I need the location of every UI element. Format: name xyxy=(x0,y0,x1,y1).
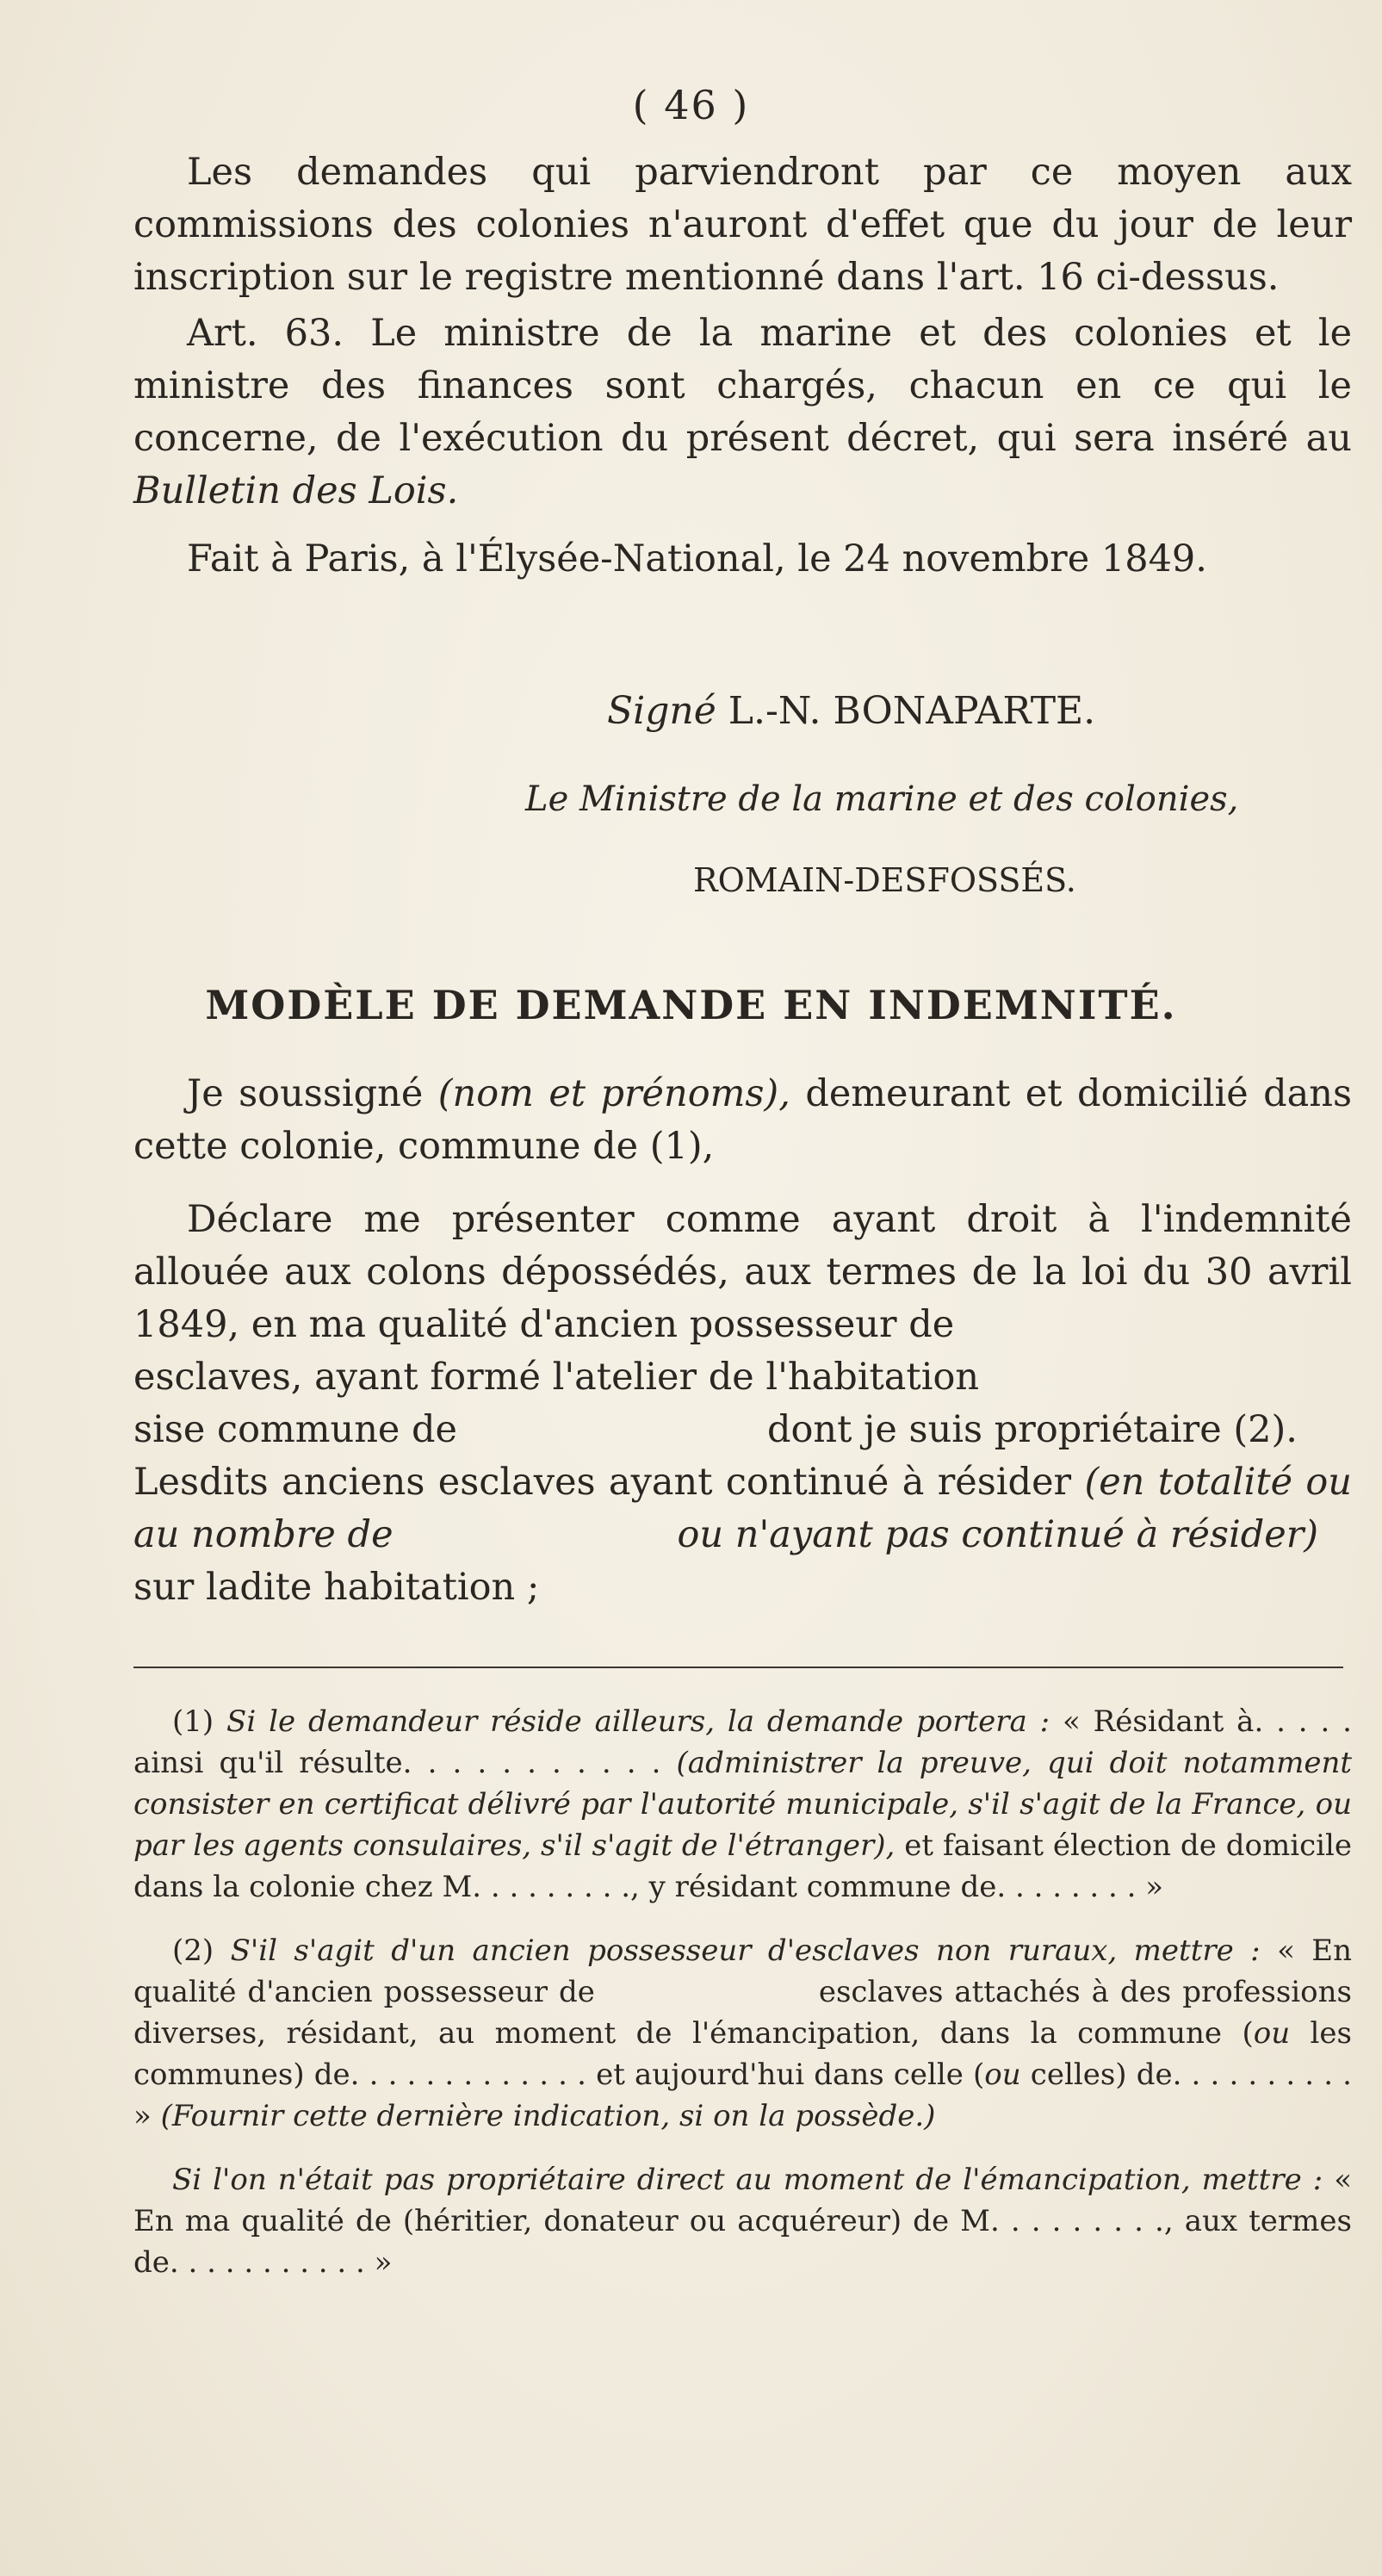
form-domicile: demeurant et domicilié dans cette colonie, commune de (1), xyxy=(133,1072,1353,1168)
footnote-2-professions: esclaves attachés à des professions diverses, résidant, au moment de l'émancipation, dans la commune ( xyxy=(133,1975,1352,2051)
footnote-3 xyxy=(133,2159,1352,2283)
footnote-2 xyxy=(133,1930,1352,2137)
form-sise xyxy=(133,1404,1352,1456)
form-soussigne-label: Je soussigné xyxy=(187,1072,424,1115)
form-nayant-pas: ou n'ayant pas continué à résider) xyxy=(677,1513,1319,1556)
minister-title-text: Le Ministre de la marine et des colonies, xyxy=(525,779,1239,819)
form-en-totalite: (en totalité xyxy=(1084,1461,1293,1504)
footnote-1-preuve: (administrer la preuve, qui doit notamment consister en certificat délivré par l'autorité municipale, s'il s'agit de la France, ou par les agents consulaires, s'il s'agit de l'étranger), xyxy=(133,1746,1352,1863)
footnote-2-celles: celles) de. . . . . . . . . . » xyxy=(133,2058,1352,2133)
footnote-2-ou-2: ou xyxy=(984,2058,1021,2092)
footnotes xyxy=(133,1701,1352,2283)
footnote-3-intro: Si l'on n'était pas propriétaire direct au moment de l'émancipation, mettre : xyxy=(172,2163,1323,2197)
footnote-3-qualite: « En ma qualité de (héritier, donateur ou acquéreur) de M. . . . . . . . ., aux termes de. . . . . . . . . . . » xyxy=(133,2163,1352,2280)
form-lesdits xyxy=(133,1456,1352,1561)
footnote-1-election: et faisant élection de domicile dans la colonie chez M. . . . . . . . ., y résidant commune de. . . . . . . . » xyxy=(133,1828,1353,1904)
footnote-rule xyxy=(133,1667,1343,1668)
signe-label: Signé xyxy=(607,689,716,733)
footnote-1-intro: Si le demandeur réside ailleurs, la demande portera : xyxy=(226,1704,1050,1739)
footnote-2-communes: les communes) de. . . . . . . . . . . . . et aujourd'hui dans celle ( xyxy=(133,2016,1352,2092)
form-habitation: sur ladite habitation ; xyxy=(133,1566,540,1609)
form-sise-label: sise commune de xyxy=(133,1408,457,1451)
fait-a-paris: Fait à Paris, à l'Élysée-National, le 24 novembre 1849. xyxy=(187,537,1207,580)
page-number: ( 46 ) xyxy=(632,82,750,128)
footnote-2-intro: S'il s'agit d'un ancien possesseur d'esclaves non ruraux, mettre : xyxy=(230,1934,1261,1968)
decree-body xyxy=(133,146,1352,586)
footnote-1-residant: « Résidant à. . . . . ainsi qu'il résulte. . . . . . . . . . . xyxy=(133,1704,1352,1780)
footnote-2-fournir: (Fournir cette dernière indication, si on la possède.) xyxy=(160,2099,936,2133)
minister-title xyxy=(525,779,1238,819)
demand-form xyxy=(133,1068,1352,1614)
form-au-nombre: ou au nombre de xyxy=(133,1461,1353,1556)
signature-line xyxy=(607,689,1095,733)
form-atelier: esclaves, ayant formé l'atelier de l'habitation xyxy=(133,1356,980,1399)
footnote-2-qualite: « En qualité d'ancien possesseur de xyxy=(133,1934,1353,2009)
form-lesdits-text: Lesdits anciens esclaves ayant continué à résider xyxy=(133,1461,1072,1504)
form-declare: Déclare me présenter comme ayant droit à l'indemnité allouée aux colons dépossédés, aux termes de la loi du 30 avril 1849, en ma qualité d'ancien possesseur de xyxy=(133,1198,1352,1346)
model-heading: MODÈLE DE DEMANDE EN INDEMNITÉ. xyxy=(205,982,1177,1028)
article-63-text: Le ministre de la marine et des colonies et le ministre des finances sont chargés, chacun en ce qui le concerne, de l'exécution du présent décret, qui sera inséré au xyxy=(133,312,1353,460)
minister-name: ROMAIN-DESFOSSÉS. xyxy=(693,861,1076,899)
footnote-1-marker: (1) xyxy=(172,1704,214,1739)
footnote-1 xyxy=(133,1701,1352,1908)
form-proprietaire: dont je suis propriétaire (2). xyxy=(767,1408,1298,1451)
footnote-2-marker: (2) xyxy=(172,1934,214,1968)
bulletin-des-lois: Bulletin des Lois. xyxy=(133,469,459,512)
article-63-label: Art. 63. xyxy=(187,312,344,355)
form-nom-prenoms: (nom et prénoms), xyxy=(437,1072,790,1115)
footnote-2-ou-1: ou xyxy=(1253,2016,1291,2051)
paragraph-demandes: Les demandes qui parviendront par ce moyen aux commissions des colonies n'auront d'effet que du jour de leur inscription sur le registre mentionné dans l'art. 16 ci-dessus. xyxy=(133,151,1352,299)
article-63 xyxy=(133,307,1352,518)
signatory-name: L.-N. BONAPARTE. xyxy=(728,689,1096,733)
form-soussigne xyxy=(133,1068,1352,1173)
